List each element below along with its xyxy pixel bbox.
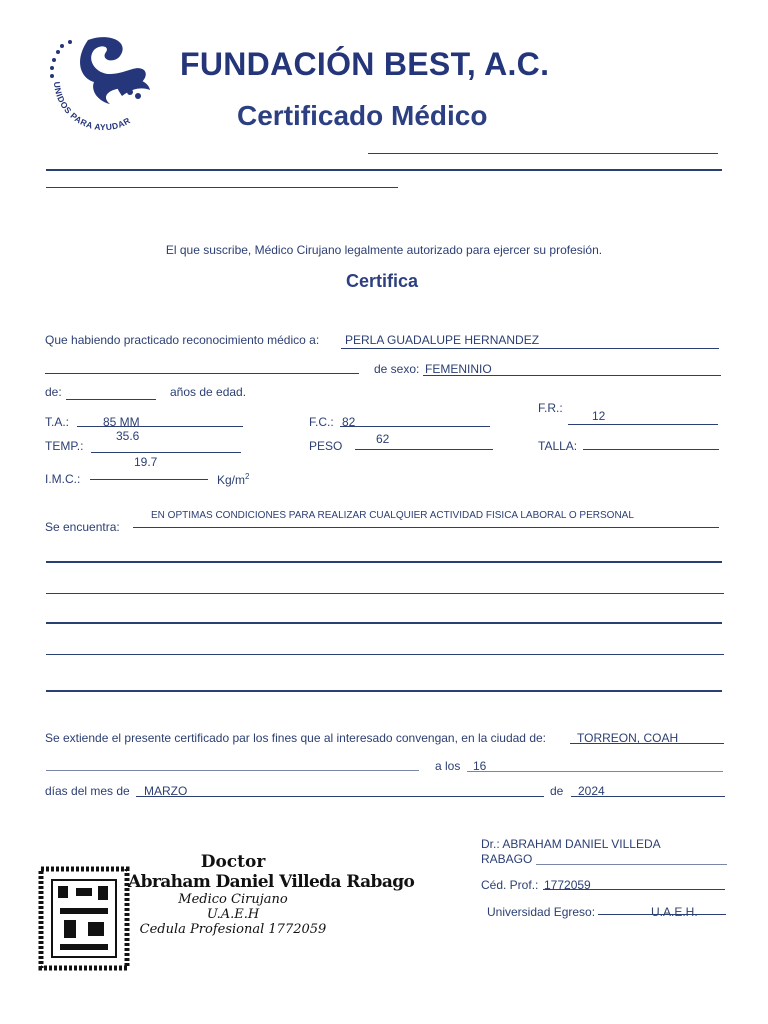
imc-unit: $Kg/m^2$ [217,472,250,487]
doctor-name-line2: RABAGO [481,852,533,866]
talla-label: TALLA: [538,439,578,453]
doctor-name-line [536,864,727,865]
closing-extra-line [46,770,419,771]
blank-line-5 [46,690,722,692]
city-line [570,743,724,744]
patient-name: PERLA GUADALUPE HERNANDEZ [345,333,540,347]
day-line [467,771,723,772]
sex-label: de sexo: [374,362,420,376]
blank-line-1 [46,561,722,563]
talla-line [583,449,719,450]
ta-line [77,426,243,427]
signature-license: Cedula Profesional 1772059 [139,922,327,937]
condition-label: Se encuentra: [45,520,120,534]
month-line [136,796,544,797]
ta-value: 85 MM [103,415,140,429]
sex-line [423,375,721,376]
year-label: de [550,784,564,798]
fr-value: 12 [592,409,606,423]
blank-line-4 [46,654,724,655]
signature-title: Doctor [200,852,266,872]
uni-value: U.A.E.H. [651,905,698,919]
temp-label: TEMP.: [45,439,84,453]
fc-value: 82 [342,415,356,429]
ced-label: Céd. Prof.: [481,878,539,892]
imc-label: I.M.C.: [45,472,81,486]
fr-line [568,424,718,425]
fr-label: F.R.: [538,401,563,415]
age-line [66,399,156,400]
sex-value: FEMENINIO [425,362,492,376]
uni-line [598,914,726,915]
year-line [571,796,725,797]
peso-value: 62 [376,432,390,446]
signature-stamp [128,852,415,937]
closing-text: Se extiende el presente certificado par los fines que al interesado convengan, en la ciudad de: [45,731,546,745]
imc-value: 19.7 [134,455,158,469]
month-label: días del mes de [45,784,130,798]
temp-value: 35.6 [116,429,140,443]
condition-line [133,527,719,528]
fc-label: F.C.: [309,415,334,429]
fc-line [340,426,490,427]
imc-unit-exponent: 2 [245,472,250,481]
a-los-label: a los [435,759,461,773]
uni-label: Universidad Egreso: [487,905,596,919]
ced-line [543,889,725,890]
section-title: Certifica [345,271,419,291]
document-title: Certificado Médico [237,100,488,131]
signature-name: Abraham Daniel Villeda Rabago [128,872,415,892]
ced-value: 1772059 [544,878,591,892]
peso-line [355,449,493,450]
intro-text: El que suscribe, Médico Cirujano legalmente autorizado para ejercer su profesión. [165,243,603,257]
foundation-logo [40,30,165,140]
logo-motto: UNIDOS PARA AYUDAR [51,81,133,133]
patient-label: Que habiendo practicado reconocimiento médico a: [45,333,320,347]
patient-name-line [341,348,719,349]
blank-line-2 [46,593,724,594]
city-value: TORREON, COAH [577,731,679,745]
age-prefix: de: [45,385,62,399]
organization-title: FUNDACIÓN BEST, A.C. [180,46,550,82]
imc-line [90,479,208,480]
peso-label: PESO [309,439,343,453]
header-rule [46,169,722,171]
ta-label: T.A.: [45,415,70,429]
signature-specialty: Medico Cirujano [178,892,288,907]
condition-value: EN OPTIMAS CONDICIONES PARA REALIZAR CUALQUIER ACTIVIDAD FISICA LABORAL O PERSONAL [151,510,634,521]
temp-line [91,452,241,453]
doctor-name-line1: Dr.: ABRAHAM DANIEL VILLEDA [481,837,661,851]
patient-extra-line [45,373,359,374]
seal-stamp-icon [38,866,130,971]
age-suffix: años de edad. [170,385,247,399]
header-rule-lower [46,187,398,188]
day-value: 16 [473,759,487,773]
month-value: MARZO [144,784,188,798]
header-rule-short [368,153,718,154]
year-value: 2024 [578,784,605,798]
blank-line-3 [46,622,722,624]
signature-university: U.A.E.H [206,907,260,922]
